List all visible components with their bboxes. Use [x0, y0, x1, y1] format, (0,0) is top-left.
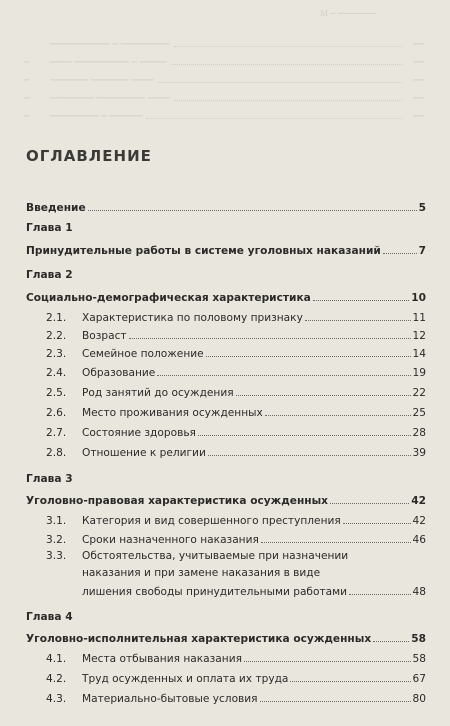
chapter-3-page: 42 — [411, 495, 426, 507]
section-number: 2.4. — [46, 367, 67, 379]
section-page: 19 — [412, 367, 426, 379]
section-number: 3.3. — [46, 550, 67, 562]
leader-dots — [290, 681, 410, 682]
toc-chapter-4[interactable] — [26, 628, 426, 645]
toc-section-4-1[interactable] — [26, 648, 426, 665]
toc-section-2-3[interactable] — [26, 343, 426, 360]
section-title: Отношение к религии — [82, 447, 206, 459]
section-number: 4.1. — [46, 653, 67, 665]
toc-section-4-3[interactable] — [26, 688, 426, 705]
section-number: 2.2. — [46, 330, 67, 342]
leader-dots — [383, 253, 417, 254]
chapter-4-title: Уголовно-исполнительная характеристика осужденных — [26, 633, 372, 645]
section-page: 28 — [412, 427, 426, 439]
leader-dots — [265, 415, 411, 416]
section-number: 2.3. — [46, 348, 67, 360]
section-title: Категория и вид совершенного преступления — [82, 515, 341, 527]
chapter-3-label: Глава 3 — [26, 473, 73, 485]
section-title: Труд осужденных и оплата их труда — [82, 673, 289, 685]
section-page: 48 — [412, 586, 426, 598]
chapter-1-label: Глава 1 — [26, 222, 73, 234]
section-page: 46 — [412, 534, 426, 546]
toc-section-2-4[interactable] — [26, 362, 426, 379]
chapter-4-label: Глава 4 — [26, 611, 73, 623]
section-page: 80 — [412, 693, 426, 705]
section-page: 14 — [412, 348, 426, 360]
toc-section-4-2[interactable] — [26, 668, 426, 685]
section-number: 3.2. — [46, 534, 67, 546]
toc-section-2-6[interactable] — [26, 402, 426, 419]
section-title: Материально-бытовые условия — [82, 693, 258, 705]
section-page: 22 — [412, 387, 426, 399]
toc-section-2-1[interactable] — [26, 307, 426, 324]
section-title: Места отбывания наказания — [82, 653, 242, 665]
bleed-through-text: Ｍ ─ ──────── ─────────── ─ ───────── ── ─ ──── ────────── ─ ───── ── ─ ─────── ─────── ──── ── ─ ──────── ───────── ──── ── ─ ───────── ─ ────── ── — [24, 9, 424, 122]
leader-dots — [236, 395, 411, 396]
chapter-3-title: Уголовно-правовая характеристика осужденных — [26, 495, 328, 507]
toc-chapter-1[interactable] — [26, 240, 426, 257]
section-title: Место проживания осужденных — [82, 407, 263, 419]
section-title-line-1: Обстоятельства, учитываемые при назначении — [82, 550, 349, 562]
section-number: 4.2. — [46, 673, 67, 685]
section-number: 2.5. — [46, 387, 67, 399]
leader-dots — [129, 338, 411, 339]
toc-intro[interactable] — [26, 197, 426, 214]
section-number: 2.8. — [46, 447, 67, 459]
toc-intro-page: 5 — [418, 202, 426, 214]
section-page: 67 — [412, 673, 426, 685]
section-page: 42 — [412, 515, 426, 527]
leader-dots — [157, 375, 410, 376]
toc-section-3-1[interactable] — [26, 510, 426, 527]
section-page: 58 — [412, 653, 426, 665]
chapter-2-page: 10 — [411, 292, 426, 304]
leader-dots — [305, 320, 411, 321]
leader-dots — [313, 300, 409, 301]
section-page: 25 — [412, 407, 426, 419]
toc-intro-label: Введение — [26, 202, 86, 214]
section-title-line-3: лишения свободы принудительными работами — [82, 586, 347, 598]
section-title-line-2: наказания и при замене наказания в виде — [82, 567, 321, 579]
toc-chapter-3[interactable] — [26, 490, 426, 507]
leader-dots — [373, 641, 409, 642]
section-number: 2.1. — [46, 312, 67, 324]
page-title: ОГЛАВЛЕНИЕ — [26, 147, 152, 165]
leader-dots — [244, 661, 411, 662]
leader-dots — [260, 701, 411, 702]
chapter-1-title: Принудительные работы в системе уголовных наказаний — [26, 245, 381, 257]
toc-section-3-2[interactable] — [26, 529, 426, 546]
section-number: 4.3. — [46, 693, 67, 705]
toc-section-2-8[interactable] — [26, 442, 426, 459]
section-title: Сроки назначенного наказания — [82, 534, 259, 546]
leader-dots — [261, 542, 411, 543]
leader-dots — [206, 356, 411, 357]
section-page: 12 — [412, 330, 426, 342]
toc-section-3-3[interactable] — [26, 550, 426, 606]
leader-dots — [349, 594, 411, 595]
section-page: 39 — [412, 447, 426, 459]
section-title: Характеристика по половому признаку — [82, 312, 303, 324]
section-page: 11 — [412, 312, 426, 324]
toc-section-2-2[interactable] — [26, 325, 426, 342]
section-title: Род занятий до осуждения — [82, 387, 234, 399]
leader-dots — [208, 455, 411, 456]
section-number: 2.6. — [46, 407, 67, 419]
chapter-2-title: Социально-демографическая характеристика — [26, 292, 311, 304]
section-number: 2.7. — [46, 427, 67, 439]
section-title: Состояние здоровья — [82, 427, 196, 439]
toc-section-2-7[interactable] — [26, 422, 426, 439]
section-title: Семейное положение — [82, 348, 204, 360]
leader-dots — [198, 435, 411, 436]
toc-chapter-2[interactable] — [26, 287, 426, 304]
chapter-4-page: 58 — [411, 633, 426, 645]
leader-dots — [343, 523, 411, 524]
section-title: Возраст — [82, 330, 127, 342]
leader-dots — [330, 503, 409, 504]
section-number: 3.1. — [46, 515, 67, 527]
section-title: Образование — [82, 367, 156, 379]
chapter-2-label: Глава 2 — [26, 269, 73, 281]
leader-dots — [88, 210, 417, 211]
chapter-1-page: 7 — [418, 245, 426, 257]
toc-section-2-5[interactable] — [26, 382, 426, 399]
